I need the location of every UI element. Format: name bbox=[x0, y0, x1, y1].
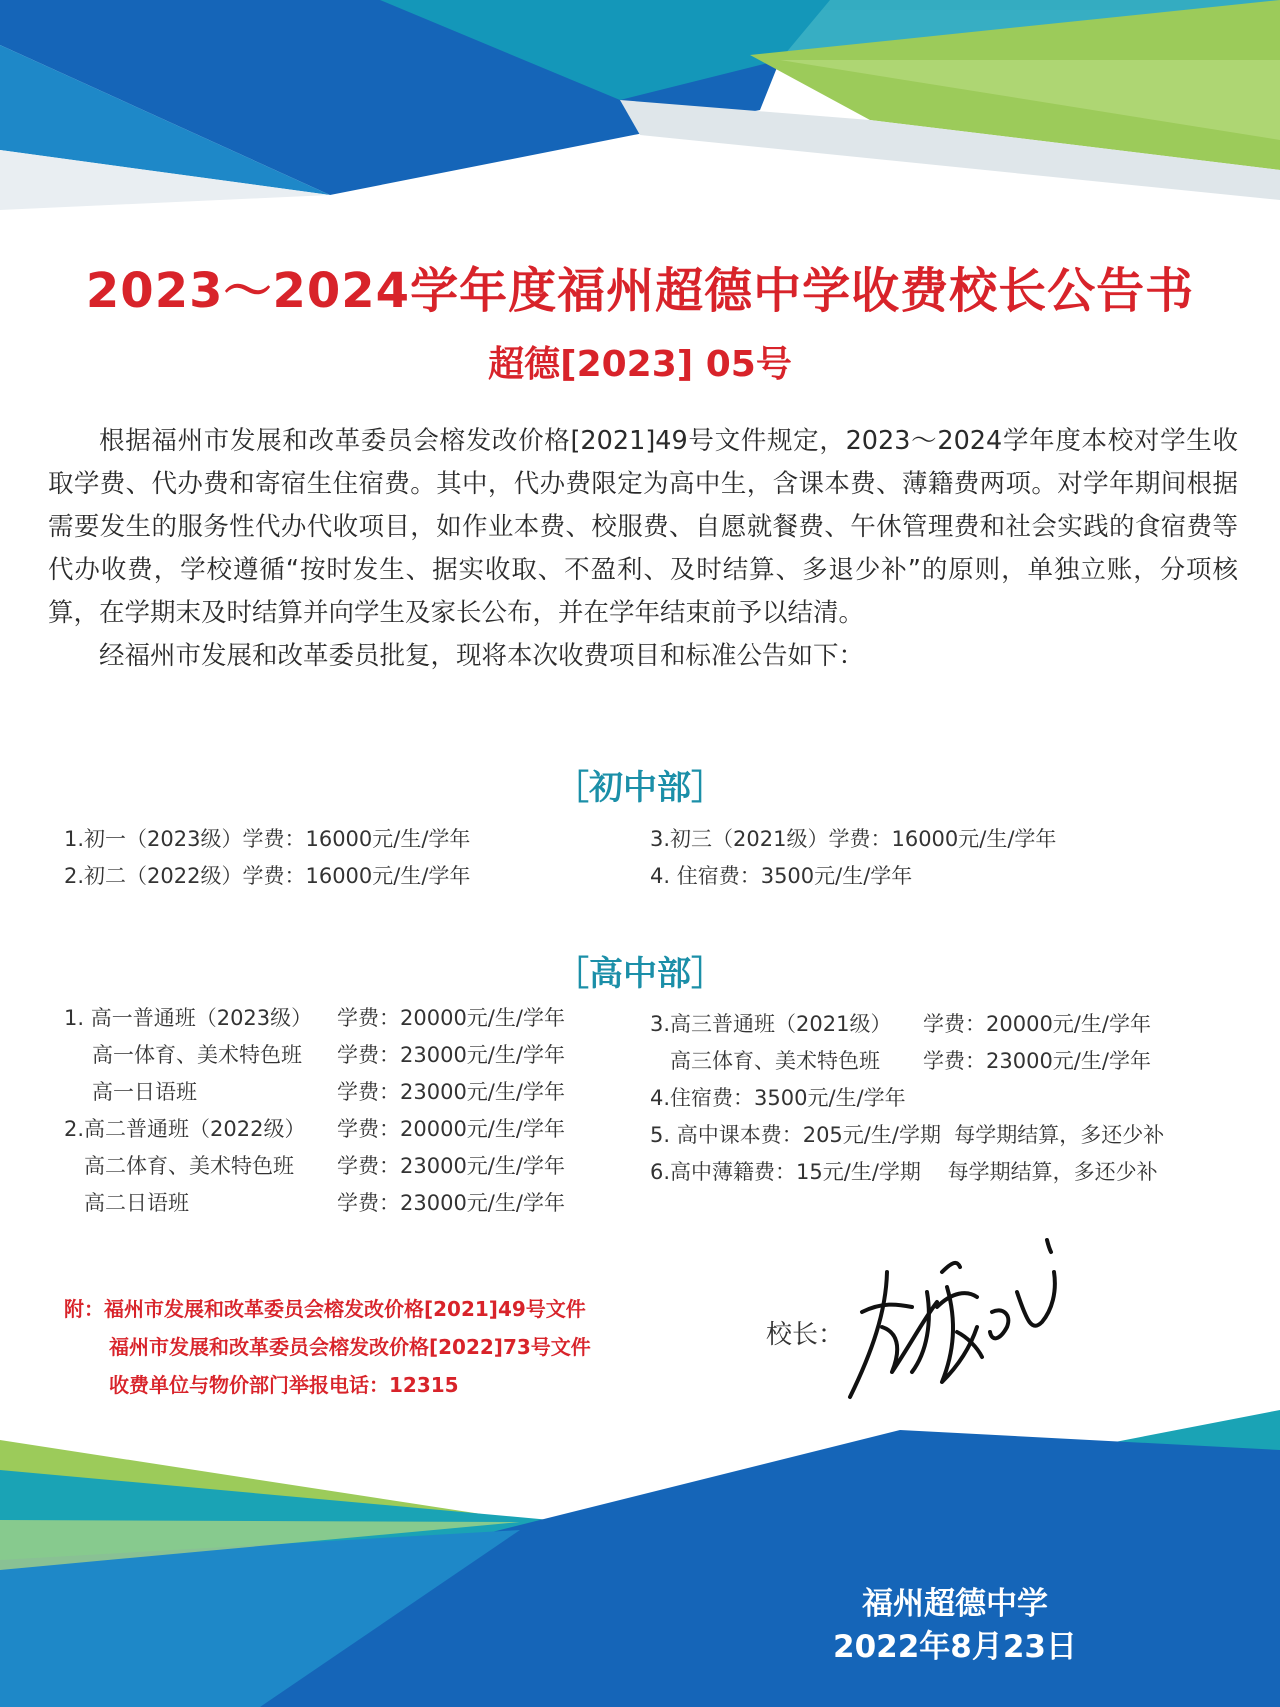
class-fee: 学费：23000元/生/学年 bbox=[337, 1080, 565, 1104]
table-row bbox=[64, 1148, 604, 1185]
footer-date: 2022年8月23日 bbox=[833, 1629, 1077, 1665]
class-fee: 学费：20000元/生/学年 bbox=[337, 1006, 565, 1030]
class-name: 高一体育、美术特色班 bbox=[92, 1043, 302, 1067]
table-row bbox=[64, 1000, 604, 1037]
notice-title: 2023～2024学年度福州超德中学收费校长公告书 bbox=[85, 263, 1195, 319]
list-item: 4. 住宿费：3500元/生/学年 bbox=[650, 864, 913, 888]
list-item: 2.初二（2022级）学费：16000元/生/学年 bbox=[64, 864, 471, 888]
principal-signature bbox=[842, 1232, 1072, 1402]
class-fee: 学费：20000元/生/学年 bbox=[923, 1012, 1151, 1036]
list-item: 3.初三（2021级）学费：16000元/生/学年 bbox=[650, 827, 1057, 851]
principal-label: 校长： bbox=[766, 1320, 845, 1350]
class-fee: 学费：23000元/生/学年 bbox=[923, 1049, 1151, 1073]
class-name: 2.高二普通班（2022级） bbox=[64, 1117, 306, 1141]
class-fee: 学费：23000元/生/学年 bbox=[337, 1154, 565, 1178]
class-name: 3.高三普通班（2021级） bbox=[650, 1012, 892, 1036]
table-row bbox=[650, 1043, 1240, 1080]
intro-paragraph-2: 经福州市发展和改革委员批复，现将本次收费项目和标准公告如下： bbox=[99, 641, 865, 671]
class-name: 高二日语班 bbox=[84, 1191, 189, 1215]
appendix-line: 附：福州市发展和改革委员会榕发改价格[2021]49号文件 bbox=[64, 1297, 586, 1321]
document-number: 超德[2023] 05号 bbox=[488, 344, 792, 385]
junior-fees-left bbox=[64, 821, 470, 895]
senior-fees-right bbox=[650, 1006, 1240, 1191]
appendix-line: 收费单位与物价部门举报电话：12315 bbox=[109, 1373, 459, 1397]
top-decorative-banner bbox=[0, 0, 1280, 260]
senior-fees-left bbox=[64, 1000, 604, 1222]
appendix-line: 福州市发展和改革委员会榕发改价格[2022]73号文件 bbox=[109, 1335, 591, 1359]
class-name: 高三体育、美术特色班 bbox=[670, 1049, 880, 1073]
table-row bbox=[650, 1006, 1240, 1043]
list-item: 6.高中薄籍费：15元/生/学期 每学期结算，多还少补 bbox=[650, 1160, 1158, 1184]
senior-section-title: ［高中部］ bbox=[555, 954, 725, 994]
footer-school-name: 福州超德中学 bbox=[862, 1586, 1048, 1622]
appendix-notes bbox=[64, 1290, 591, 1404]
junior-fees-right bbox=[650, 821, 1056, 895]
table-row bbox=[64, 1111, 604, 1148]
junior-section-title: ［初中部］ bbox=[555, 768, 725, 808]
intro-text bbox=[48, 420, 1238, 678]
class-fee: 学费：20000元/生/学年 bbox=[337, 1117, 565, 1141]
class-name: 1. 高一普通班（2023级） bbox=[64, 1006, 313, 1030]
intro-paragraph-1: 根据福州市发展和改革委员会榕发改价格[2021]49号文件规定，2023～2024学年度本校对学生收取学费、代办费和寄宿生住宿费。其中，代办费限定为高中生，含课本费、薄籍费两项。对学年期间根据需要发生的服务性代办代收项目，如作业本费、校服费、自愿就餐费、午休管理费和社会实践的食宿费等代办收费，学校遵循“按时发生、据实收取、不盈利、及时结算、多退少补”的原则，单独立账，分项核算，在学期末及时结算并向学生及家长公布，并在学年结束前予以结清。 bbox=[48, 426, 1238, 628]
class-fee: 学费：23000元/生/学年 bbox=[337, 1043, 565, 1067]
list-item: 4.住宿费：3500元/生/学年 bbox=[650, 1086, 906, 1110]
table-row bbox=[64, 1074, 604, 1111]
list-item: 5. 高中课本费：205元/生/学期 每学期结算，多还少补 bbox=[650, 1123, 1165, 1147]
table-row bbox=[64, 1037, 604, 1074]
class-name: 高一日语班 bbox=[92, 1080, 197, 1104]
class-name: 高二体育、美术特色班 bbox=[84, 1154, 294, 1178]
class-fee: 学费：23000元/生/学年 bbox=[337, 1191, 565, 1215]
table-row bbox=[64, 1185, 604, 1222]
list-item: 1.初一（2023级）学费：16000元/生/学年 bbox=[64, 827, 471, 851]
